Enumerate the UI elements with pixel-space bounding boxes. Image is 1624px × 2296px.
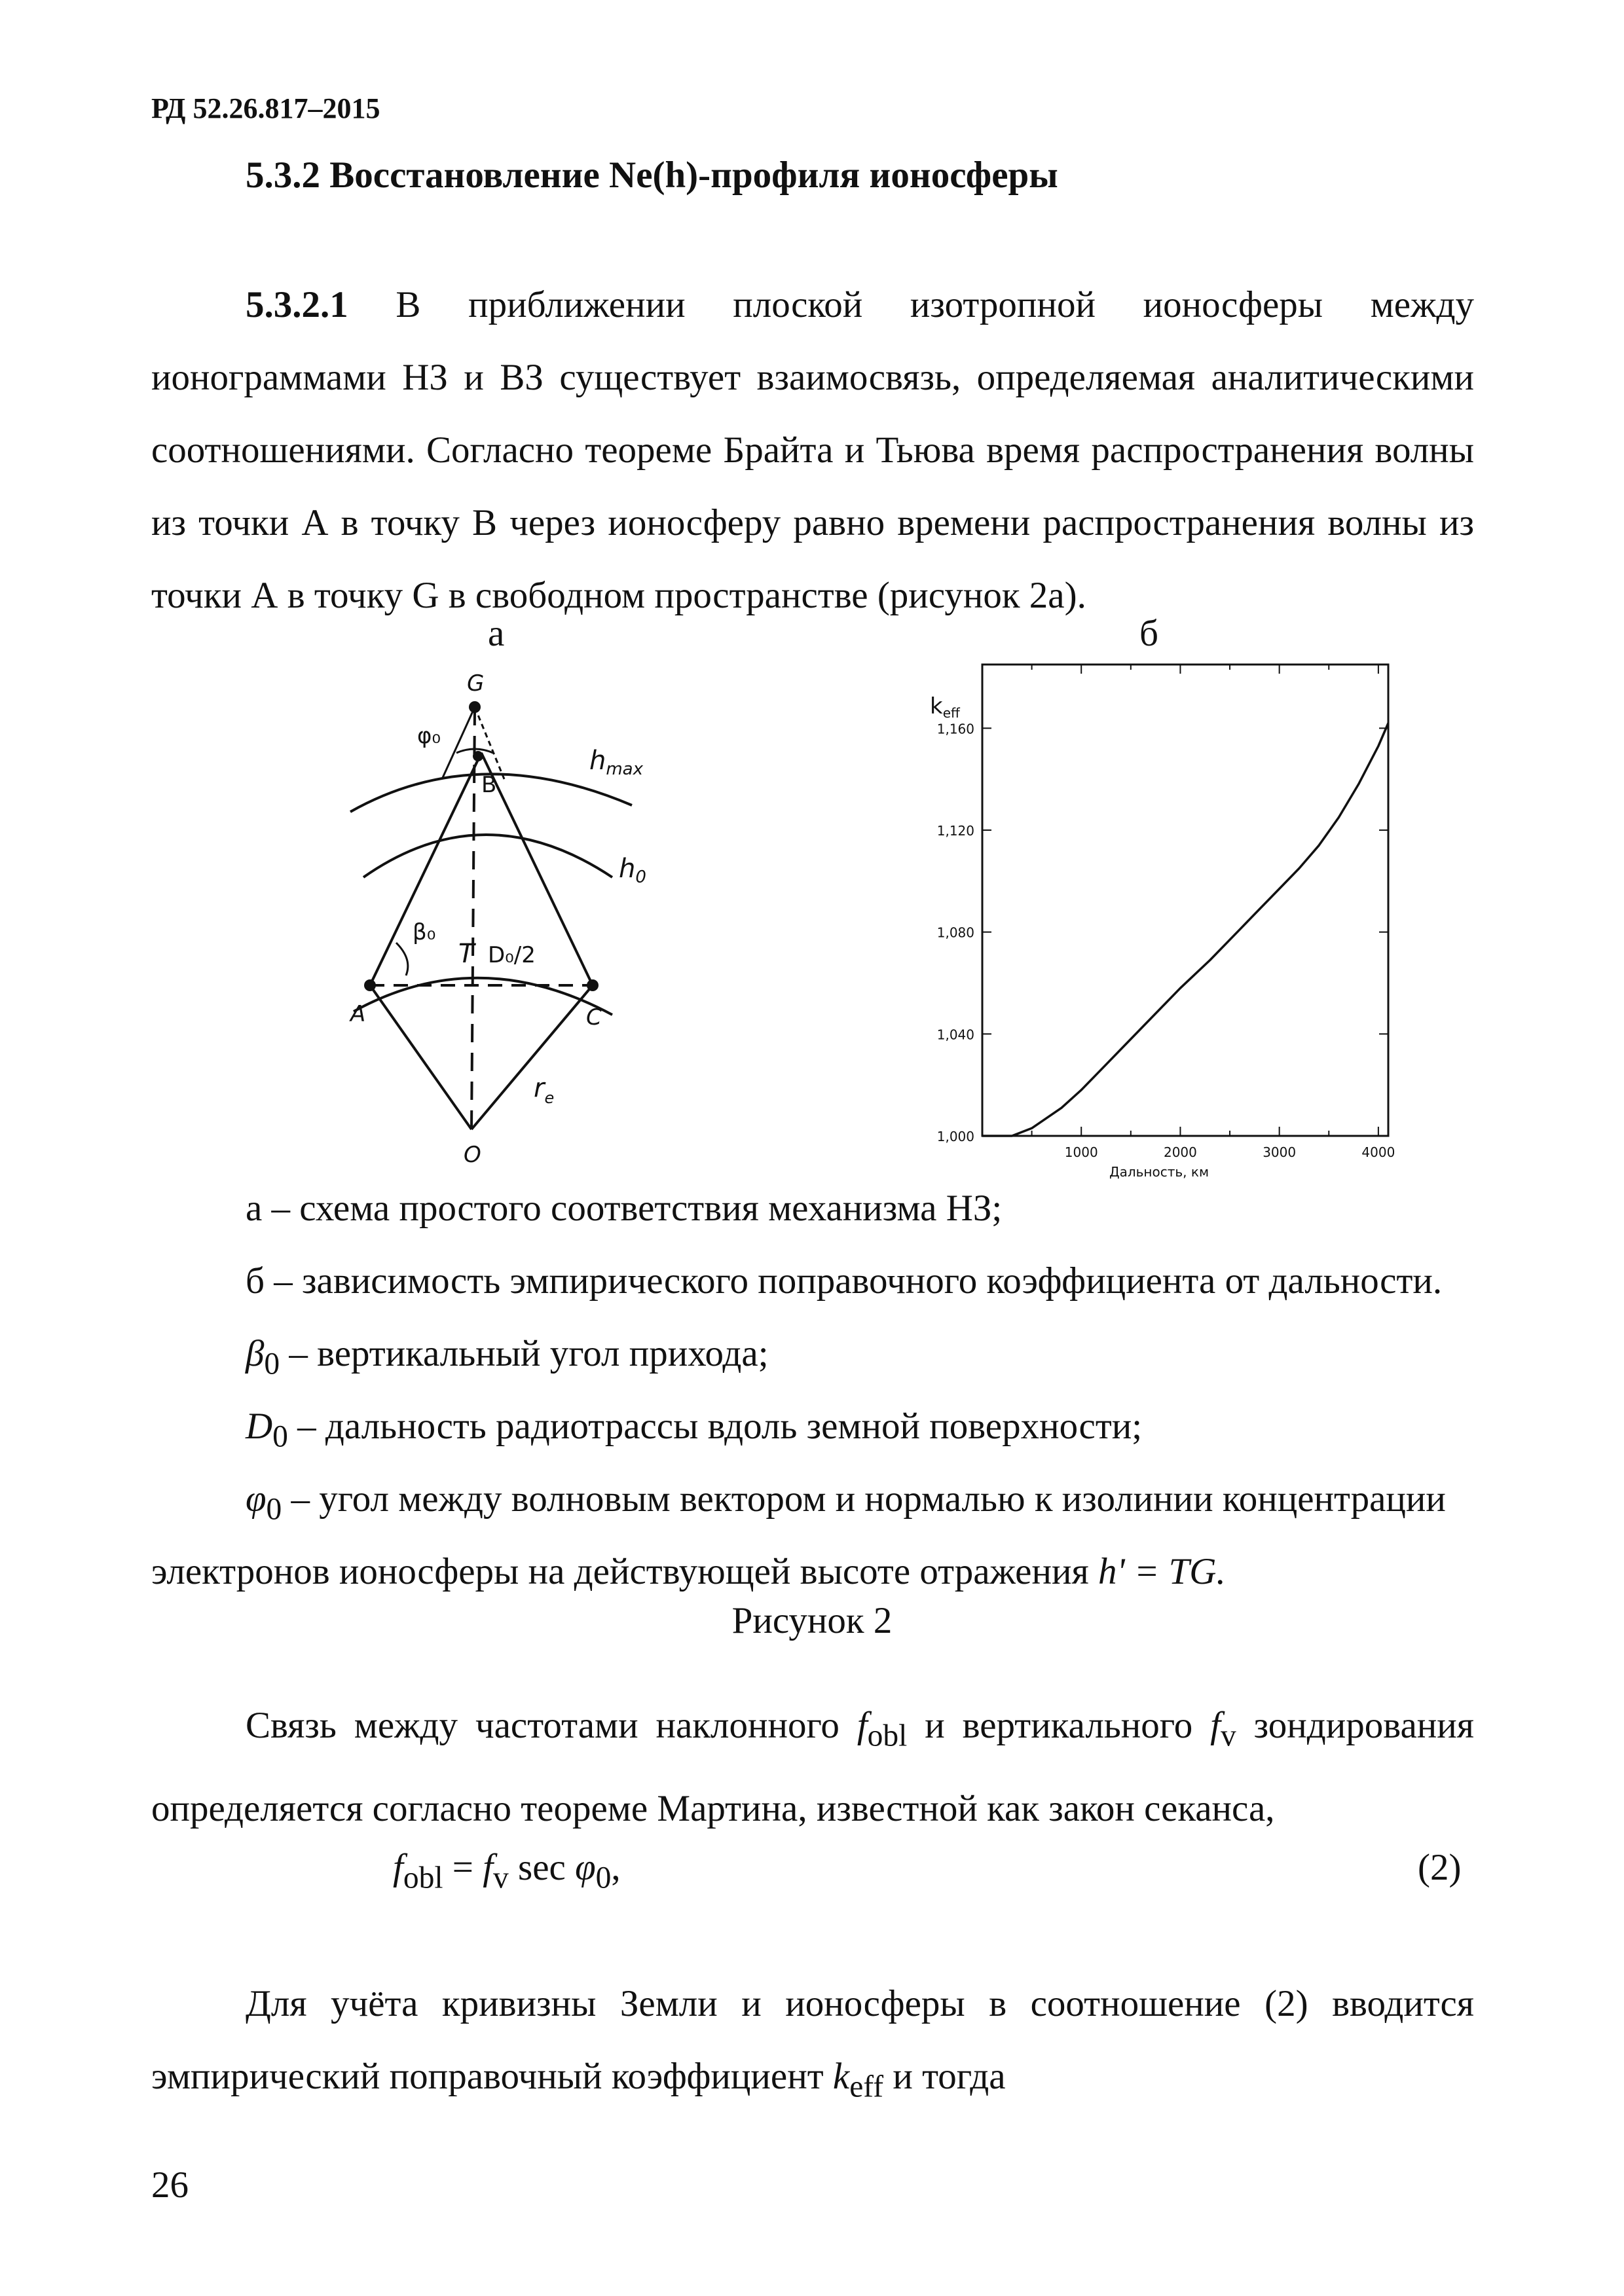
beta0-angle-arc	[396, 943, 408, 975]
x-tick-label: 4000	[1361, 1144, 1395, 1160]
radius-c-o	[471, 985, 593, 1129]
formula-number: (2)	[1418, 1847, 1462, 1888]
symbol-d: D	[246, 1406, 273, 1447]
comma: ,	[611, 1847, 621, 1888]
label-o: O	[464, 1142, 481, 1168]
x-axis-label: Дальность, км	[1109, 1164, 1209, 1180]
subscript-obl: obl	[403, 1861, 443, 1895]
point-a	[364, 979, 376, 991]
label-c: C	[586, 1004, 602, 1030]
legend-item-d0	[246, 1390, 1142, 1473]
subscript-v: v	[493, 1861, 509, 1895]
symbol-f: f	[393, 1847, 403, 1888]
point-b	[473, 751, 483, 761]
symbol-subscript: 0	[264, 1347, 280, 1381]
y-tick-label: 1,120	[936, 822, 974, 839]
paragraph-5-3-2-1	[151, 268, 1474, 632]
symbol-subscript: 0	[272, 1419, 288, 1454]
symbol-k: k	[832, 2056, 850, 2097]
sec-operator: sec	[508, 1847, 576, 1888]
equals: =	[443, 1847, 483, 1888]
document-header: РД 52.26.817–2015	[151, 92, 380, 124]
paragraph-keff	[151, 1967, 1474, 2123]
x-tick-label: 1000	[1064, 1144, 1098, 1160]
ionosphere-geometry-diagram	[314, 661, 720, 1172]
symbol-f: f	[1210, 1705, 1221, 1746]
label-g: G	[467, 670, 485, 697]
y-tick-label: 1,160	[936, 721, 974, 737]
label-beta0: β₀	[413, 919, 436, 945]
keff-vs-distance-chart	[910, 651, 1421, 1214]
text: зондирования определяется согласно теореме Мартина, известной как закон секанса,	[151, 1705, 1474, 1830]
paragraph-martin	[151, 1689, 1474, 1845]
paragraph-text: В приближении плоской изотропной ионосферы между ионограммами НЗ и ВЗ существует взаимосвязь, определяемая аналитическими соотношениями. Согласно теореме Брайта и Тьюва время распространения волны из точки А в точку В через ионосферу равно времени распространения волны из точки А в точку G в свободном пространстве (рисунок 2а).	[151, 284, 1474, 616]
page-number: 26	[151, 2164, 189, 2206]
text: Связь между частотами наклонного	[246, 1705, 857, 1746]
panel-b-label: б	[1139, 613, 1159, 654]
paragraph-number: 5.3.2.1	[246, 284, 348, 325]
legend-text: – вертикальный угол прихода;	[280, 1333, 769, 1374]
symbol-f: f	[483, 1847, 494, 1888]
h0-arc	[363, 835, 612, 877]
symbol-h-prime: h' = TG.	[1098, 1551, 1226, 1592]
y-tick-label: 1,000	[936, 1129, 974, 1144]
formula-2	[393, 1846, 621, 1895]
keff-curve	[982, 723, 1388, 1137]
text: Для учёта кривизны Земли и ионосферы в соотношение (2) вводится эмпирический поправочный коэффициент	[151, 1983, 1474, 2097]
label-a: A	[350, 1001, 366, 1027]
figure-caption: Рисунок 2	[731, 1600, 893, 1641]
label-b: B	[481, 772, 497, 798]
label-phi0: φ₀	[417, 723, 441, 749]
x-tick-label: 3000	[1263, 1144, 1297, 1160]
label-hmax: $h_{max}$	[589, 746, 644, 779]
symbol-phi: φ	[246, 1478, 267, 1520]
point-c	[587, 979, 599, 991]
y-tick-label: 1,040	[936, 1027, 974, 1043]
legend-item-beta0	[246, 1317, 769, 1400]
plot-frame	[982, 665, 1388, 1136]
legend-text: – дальность радиотрассы вдоль земной поверхности;	[287, 1406, 1143, 1447]
subscript-v: v	[1220, 1719, 1236, 1753]
text: и вертикального	[907, 1705, 1211, 1746]
x-tick-label: 2000	[1163, 1144, 1197, 1160]
legend-item-phi0	[246, 1463, 1446, 1546]
y-axis-label: keff	[930, 693, 960, 721]
symbol-subscript: 0	[266, 1492, 282, 1527]
subscript-0: 0	[595, 1861, 612, 1895]
symbol-beta: β	[246, 1333, 265, 1374]
label-h0: $h_0$	[619, 854, 646, 887]
legend-text: электронов ионосферы на действующей высоте отражения	[151, 1551, 1098, 1592]
text: и тогда	[883, 2056, 1006, 2097]
symbol-f: f	[857, 1705, 868, 1746]
subscript-eff: eff	[849, 2069, 884, 2104]
subscript-obl: obl	[867, 1719, 908, 1753]
radius-a-o	[370, 985, 471, 1129]
legend-item-b: б – зависимость эмпирического поправочного коэффициента от дальности.	[246, 1260, 1443, 1302]
section-title: 5.3.2 Восстановление Ne(h)-профиля ионосферы	[246, 155, 1058, 196]
label-t: T	[458, 939, 475, 969]
panel-a-label: а	[488, 613, 505, 654]
point-g	[469, 701, 481, 713]
symbol-phi: φ	[575, 1847, 596, 1888]
legend-text: – угол между волновым вектором и нормалью к изолинии концентрации	[282, 1478, 1446, 1520]
label-d0-half: D₀/2	[488, 942, 536, 968]
y-tick-label: 1,080	[936, 924, 974, 941]
phi0-ray-left	[442, 707, 475, 779]
label-re: $r_e$	[534, 1073, 555, 1107]
legend-item-a: а – схема простого соответствия механизма НЗ;	[246, 1188, 1003, 1229]
